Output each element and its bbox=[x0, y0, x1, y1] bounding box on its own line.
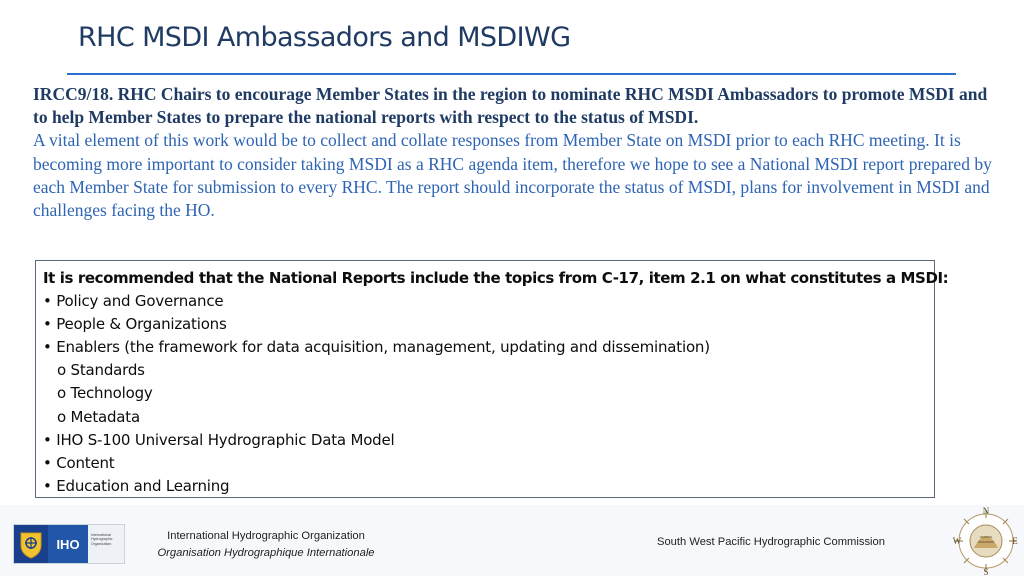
iho-logo bbox=[13, 524, 125, 564]
intro-bold-text: IRCC9/18. RHC Chairs to encourage Member States in the region to nominate RHC MSDI Ambassadors to promote MSDI and to help Member States to prepare the national reports with respect to the status of MSDI. bbox=[33, 84, 988, 128]
list-item: • Content bbox=[43, 453, 115, 472]
recommendation-heading: It is recommended that the National Reports include the topics from C-17, item 2.1 on what constitutes a MSDI: bbox=[43, 269, 949, 287]
list-item: • Enablers (the framework for data acquisition, management, updating and dissemination) bbox=[43, 338, 710, 357]
intro-paragraph bbox=[33, 83, 1003, 222]
commission-name: South West Pacific Hydrographic Commission bbox=[657, 536, 885, 548]
list-item: • IHO S-100 Universal Hydrographic Data Model bbox=[43, 430, 395, 449]
organization-name-en: International Hydrographic Organization bbox=[167, 530, 365, 542]
iho-logo-text: International Hydrographic Organization bbox=[88, 525, 124, 563]
organization-name bbox=[150, 528, 382, 562]
compass-letter-w: W bbox=[952, 536, 962, 546]
list-sub-item: o Technology bbox=[57, 384, 153, 403]
title-underline bbox=[67, 73, 956, 75]
slide-title: RHC MSDI Ambassadors and MSDIWG bbox=[78, 22, 571, 53]
compass-letter-e: E bbox=[1012, 536, 1018, 546]
swphc-compass-logo bbox=[944, 504, 1024, 576]
compass-letter-s: S bbox=[983, 567, 989, 576]
iho-crest-icon bbox=[14, 525, 48, 563]
intro-body-text: A vital element of this work would be to collect and collate responses from Member State on MSDI prior to each RHC meeting. It is becoming more important to consider taking MSDI as a RHC agenda item, therefore we hope to see a National MSDI report prepared by each Member State for submission to every RHC. The report should incorporate the status of MSDI, plans for involvement in MSDI and challenges facing the HO. bbox=[33, 130, 992, 221]
recommendation-box bbox=[35, 260, 949, 498]
organization-name-fr: Organisation Hydrographique Internationale bbox=[157, 547, 375, 559]
list-item: • People & Organizations bbox=[43, 315, 227, 334]
list-sub-item: o Standards bbox=[57, 361, 145, 380]
compass-letter-n: N bbox=[982, 506, 990, 516]
list-sub-item: o Metadata bbox=[57, 407, 140, 426]
iho-abbr: IHO bbox=[48, 525, 88, 563]
list-item: • Education and Learning bbox=[43, 476, 230, 495]
list-item: • Policy and Governance bbox=[43, 292, 224, 311]
